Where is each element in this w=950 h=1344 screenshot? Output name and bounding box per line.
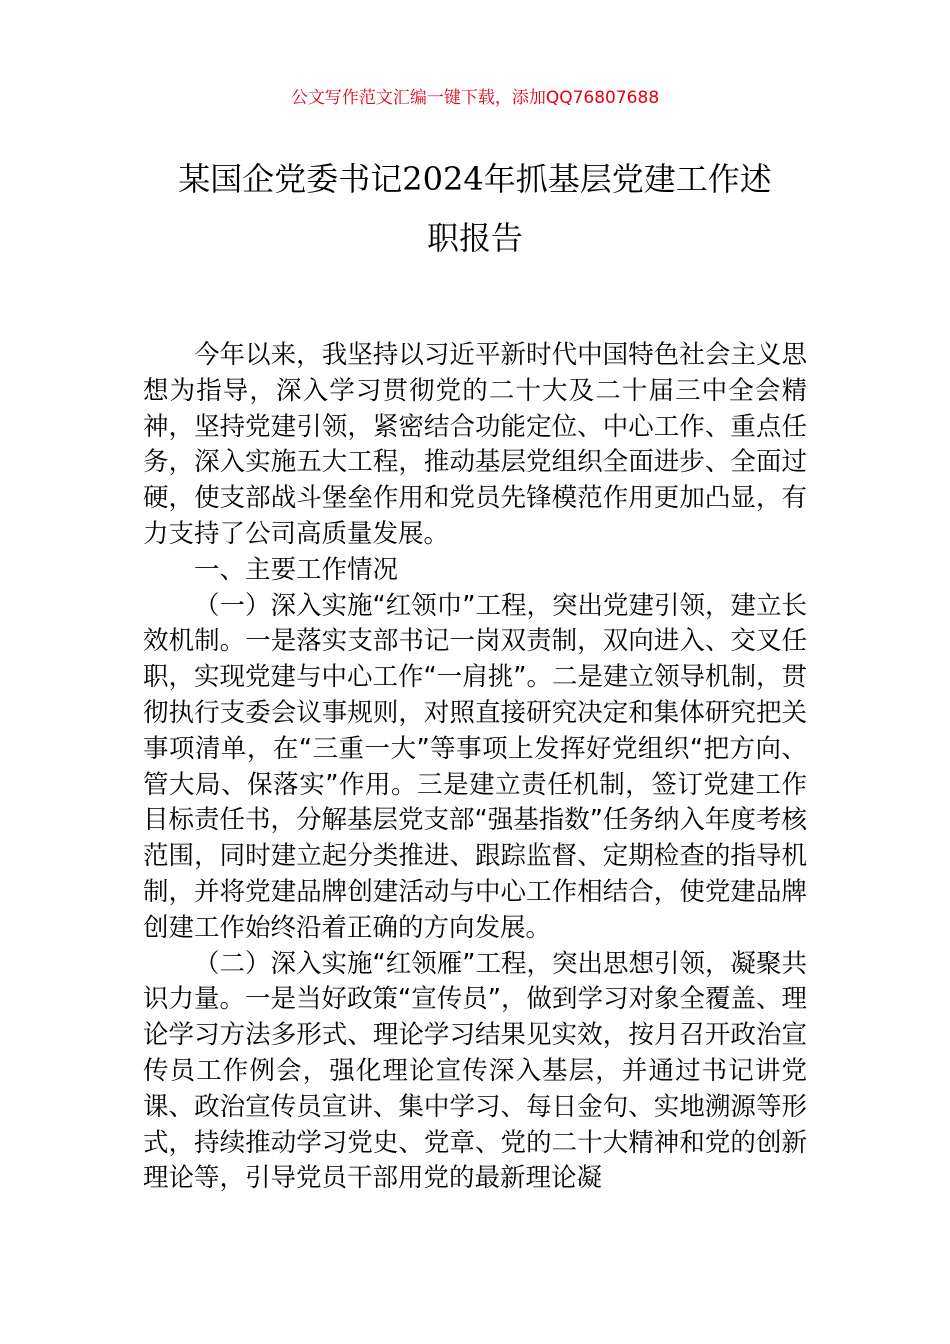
intro-paragraph: 今年以来，我坚持以习近平新时代中国特色社会主义思想为指导，深入学习贯彻党的二十大及二十届三中全会精神，坚持党建引领，紧密结合功能定位、中心工作、重点任务，深入实施五大工程，推动基层党组织全面进步、全面过硬，使支部战斗堡垒作用和党员先锋模范作用更加凸显，有力支持了公司高质量发展。 [143,340,807,549]
document-title [143,150,807,268]
document-body [143,338,807,1197]
title-line-1: 某国企党委书记2024年抓基层党建工作述 [178,160,772,198]
download-banner: 公文写作范文汇编一键下载，添加QQ76807688 [290,88,660,108]
title-line-2: 职报告 [426,219,523,257]
subsection-2-paragraph: （二）深入实施“红领雁”工程，突出思想引领，凝聚共识力量。一是当好政策“宣传员”，做到学习对象全覆盖、理论学习方法多形式、理论学习结果见实效，按月召开政治宣传员工作例会，强化理论宣传深入基层，并通过书记讲党课、政治宣传员宣讲、集中学习、每日金句、实地溯源等形式，持续推动学习党史、党章、党的二十大精神和党的创新理论等，引导党员干部用党的最新理论凝 [143,948,807,1194]
subsection-1-paragraph: （一）深入实施“红领巾”工程，突出党建引领，建立长效机制。一是落实支部书记一岗双责制，双向进入、交叉任职，实现党建与中心工作“一肩挑”。二是建立领导机制，贯彻执行支委会议事规则，对照直接研究决定和集体研究把关事项清单，在“三重一大”等事项上发挥好党组织“把方向、管大局、保落实”作用。三是建立责任机制，签订党建工作目标责任书，分解基层党支部“强基指数”任务纳入年度考核范围，同时建立起分类推进、跟踪监督、定期检查的指导机制，并将党建品牌创建活动与中心工作相结合，使党建品牌创建工作始终沿着正确的方向发展。 [143,590,807,943]
section-heading: 一、主要工作情况 [194,554,399,585]
